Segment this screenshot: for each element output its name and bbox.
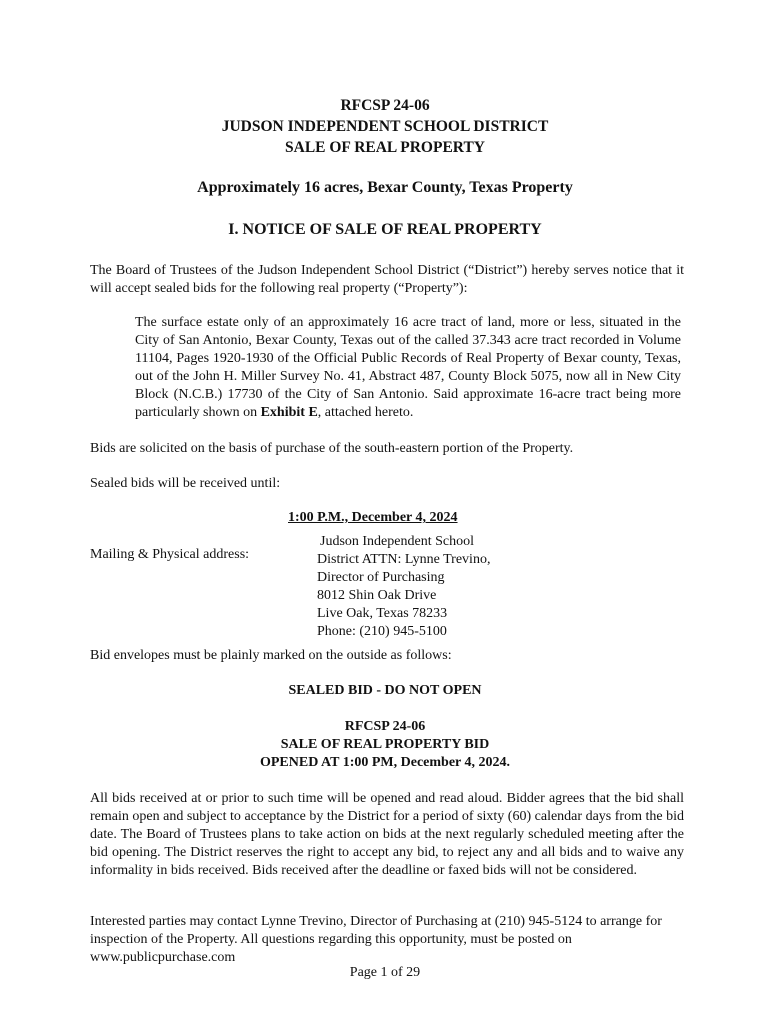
sealed-until-text: Sealed bids will be received until:	[90, 476, 281, 491]
property-description-text: The surface estate only of an approximately 16 acre tract of land, more or less, situated in the City of San Antonio, Bexar County, Texas out of the called 37.343 acre tract recorded in Volume 11104, Pages 1920-1930 of the Official Public Records of Real Property of Bexar county, Texas, out of the John H. Miller Survey No. 41, Abstract 487, County Block 5075, now all in New City Block (N.C.B.) 17730 of the City of San Antonio. Said approximate 16-acre tract being more particularly shown on	[135, 315, 681, 420]
exhibit-reference: Exhibit E	[260, 405, 318, 420]
property-subtitle: Approximately 16 acres, Bexar County, Texas Property	[197, 179, 573, 196]
address-line: Director of Purchasing	[317, 570, 445, 585]
bids-paragraph: All bids received at or prior to such time will be opened and read aloud. Bidder agrees that the bid shall remain open and subject to acceptance by the District for a period of sixty (60) calendar days from the bid date. The Board of Trustees plans to take action on bids at the next regularly scheduled meeting after the bid opening. The District reserves the right to accept any bid, to reject any and all bids and to waive any informality in bids received. Bids received after the deadline or faxed bids will not be considered.	[90, 791, 684, 878]
envelope-label-block	[0, 718, 770, 772]
envelope-instruction: Bid envelopes must be plainly marked on the outside as follows:	[90, 648, 452, 663]
sealed-bid-notice: SEALED BID - DO NOT OPEN	[288, 683, 482, 698]
property-description	[135, 314, 681, 422]
bid-deadline: 1:00 P.M., December 4, 2024	[288, 510, 458, 525]
sale-heading: SALE OF REAL PROPERTY	[285, 139, 485, 156]
address-line: Judson Independent School	[320, 534, 474, 549]
envelope-line: RFCSP 24-06	[344, 719, 426, 734]
mailing-address-label: Mailing & Physical address:	[90, 547, 250, 562]
document-title-block	[0, 95, 770, 158]
property-description-tail: , attached hereto.	[317, 405, 414, 420]
section-title: I. NOTICE OF SALE OF REAL PROPERTY	[228, 221, 542, 238]
contact-paragraph: Interested parties may contact Lynne Trevino, Director of Purchasing at (210) 945-5124 to arrange for inspection of the Property. All questions regarding this opportunity, must be posted on www.publicpurchase.com	[90, 914, 662, 965]
address-line: District ATTN: Lynne Trevino,	[317, 552, 491, 567]
address-line: Phone: (210) 945-5100	[317, 624, 447, 639]
district-name: JUDSON INDEPENDENT SCHOOL DISTRICT	[221, 118, 549, 135]
envelope-line: SALE OF REAL PROPERTY BID	[280, 737, 490, 752]
intro-paragraph: The Board of Trustees of the Judson Independent School District (“District”) hereby serves notice that it will accept sealed bids for the following real property (“Property”):	[90, 263, 684, 296]
address-line: 8012 Shin Oak Drive	[317, 588, 437, 603]
rfcsp-number: RFCSP 24-06	[340, 97, 430, 114]
page-number: Page 1 of 29	[349, 965, 421, 980]
envelope-line: OPENED AT 1:00 PM, December 4, 2024.	[259, 755, 511, 770]
mailing-address-block	[317, 533, 577, 641]
address-line: Live Oak, Texas 78233	[317, 606, 448, 621]
bids-solicited-text: Bids are solicited on the basis of purchase of the south-eastern portion of the Property.	[90, 441, 574, 456]
